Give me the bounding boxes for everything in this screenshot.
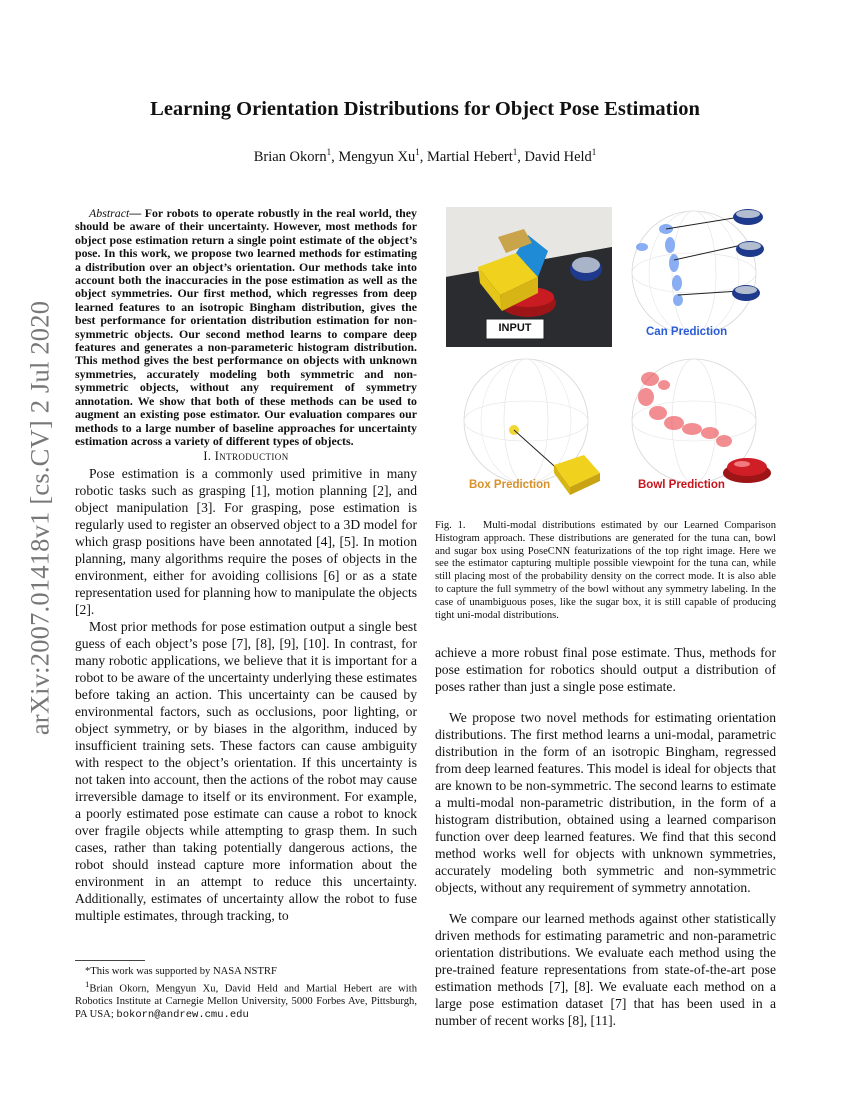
author: Brian Okorn [253,148,327,165]
footnote-sup: 1 [85,979,90,990]
body-paragraph: Most prior methods for pose estimation output a single best guess of each object’s pose [7], [8], [9], [10]. In contrast, for many robotic applications, we believe that it is important for a robot to be aware of the uncertainty underlying these estimates before taking an action. This uncertainty can be caused by environmental factors, such as occlusions, poor lighting, or object symmetry, or by biases in the algorithm, induced by insufficient training sets. These factors can cause ambiguity with respect to the object’s orientation. If this uncertainty is not taken into account, then the actions of the robot may cause irreversible damage to itself or its environment. For example, a poorly estimated pose estimate can cause a robot to knock over fragile objects while attempting to grasp them. In such cases, rather than taking potentially dangerous actions, the robot should instead capture more information about the environment in an attempt to reduce this uncertainty. Additionally, estimates of uncertainty allow the robot to fuse multiple estimates, through tracking, to [75,619,417,924]
can-prediction-label: Can Prediction [646,326,728,338]
box-prediction-label: Box Prediction [469,479,551,491]
footnote-affiliation [75,978,417,1021]
body-paragraph: Pose estimation is a commonly used primitive in many robotic tasks such as grasping [1], motion planning [2], and object manipulation [3]. For grasping, pose estimation is regularly used to register an observed object to a 3D model for which grasp positions have been annotated [4], [5]. In motion planning, many algorithms require the poses of objects in the environment, either for avoiding collisions [6] or as a state representation used for planning how to manipulate the objects [2]. [75,466,418,618]
author: David Held [524,148,592,165]
right-column [435,644,776,1043]
author-separator: , [517,148,525,165]
body-paragraph: achieve a more robust final pose estimate. Thus, methods for pose estimation for robotics should output a distribution of poses rather than just a single pose estimate. [435,645,776,694]
caption-text: Multi-modal distributions estimated by our Learned Comparison Histogram approach. These distributions are generated for the tuna can, bowl and sugar box using PoseCNN featurizations of the top right image. Here we see the estimator capturing multiple possible viewpoint for the tuna can, while still placing most of the probability density on the correct mode. It is also able to capture the full symmetry of the bowl without any symmetry labeling. In the case of unambiguous poses, like the sugar box, it is still capable of producing tight uni-modal distributions. [435,520,777,621]
author-separator: , [419,148,428,165]
abstract [75,207,417,448]
footnote-affil-text: Brian Okorn, Mengyun Xu, David Held and Martial Hebert are with Robotics Institute at Carnegie Mellon University, 5000 Forbes Ave, Pittsburgh, PA USA; [75,983,417,1020]
footnote-support: *This work was supported by NASA NSTRF [85,966,277,977]
section-heading [75,448,417,465]
author-list [0,147,850,166]
abstract-lead: Abstract [89,206,130,220]
can-prediction-panel [612,205,778,350]
bowl-prediction-panel [612,355,778,500]
section-number: I. [203,449,212,464]
author-affil-sup: 1 [512,147,518,157]
input-label: INPUT [498,322,532,334]
bowl-prediction-label: Bowl Prediction [638,479,725,491]
author-affil-sup: 1 [415,147,420,157]
abstract-text: — For robots to operate robustly in the real world, they should be aware of their uncertainty. However, most methods for object pose estimation return a single point estimate of the object’s pose. In this work, we propose two learned methods for estimating a distribution over an object’s orientation. Our methods take into account both the inaccuracies in the pose estimation as well as the object symmetries. Our first method, which regresses from deep learned features to an isotropic Bingham distribution, gives the best performance for orientation distribution estimation for non-symmetric objects. Our second method learns to compare deep features and generates a non-parameteric histogram distribution. This method gives the best performance on objects with unknown symmetries, accurately modeling both symmetric and non-symmetric objects, without any requirement of symmetry annotation. We show that both of these methods can be used to augment an existing pose estimator. Our evaluation compares our methods to a large number of baseline approaches for uncertainty estimation across a variety of different types of objects. [75,206,417,448]
figure-caption [435,520,776,622]
author-separator: , [331,148,339,165]
paper-title: Learning Orientation Distributions for Object Pose Estimation [150,98,700,120]
footnote-email: bokorn@andrew.cmu.edu [116,1008,249,1021]
footnote-rule [75,960,145,961]
body-paragraph: We propose two novel methods for estimating orientation distributions. The first method learns a uni-modal, parametric distribution in the form of an isotropic Bingham, regressed from deep learned features. This model is ideal for objects that are known to be non-symmetric. The second learns to estimate a multi-modal non-parametric distribution, in the form of a histogram distribution, obtained using a learned comparison function over deep learned features. We find that this second method works well for objects with unknown symmetries, accurately modeling both symmetric and non-symmetric objects, without any requirement of symmetry annotation. [435,710,776,895]
footnotes [75,966,417,1021]
author-affil-sup: 1 [591,147,597,157]
input-photo [446,207,612,347]
figure-1 [444,205,776,503]
author-affil-sup: 1 [326,147,332,157]
caption-label: Fig. 1. [435,520,466,531]
left-column [75,207,417,924]
arxiv-stamp: arXiv:2007.01418v1 [cs.CV] 2 Jul 2020 [24,300,55,736]
author: Mengyun Xu [338,148,416,165]
body-paragraph: We compare our learned methods against other statistically driven methods for estimating parametric and non-parametric orientation distributions. We evaluate each method using the pre-trained feature representations from state-of-the-art pose estimation methods [7], [8]. We evaluate each method on a large pose estimation dataset [7] that has been used in a number of recent works [8], [11]. [435,911,776,1028]
author: Martial Hebert [427,148,513,165]
section-title: Introduction [214,449,289,464]
box-prediction-panel [444,355,610,500]
